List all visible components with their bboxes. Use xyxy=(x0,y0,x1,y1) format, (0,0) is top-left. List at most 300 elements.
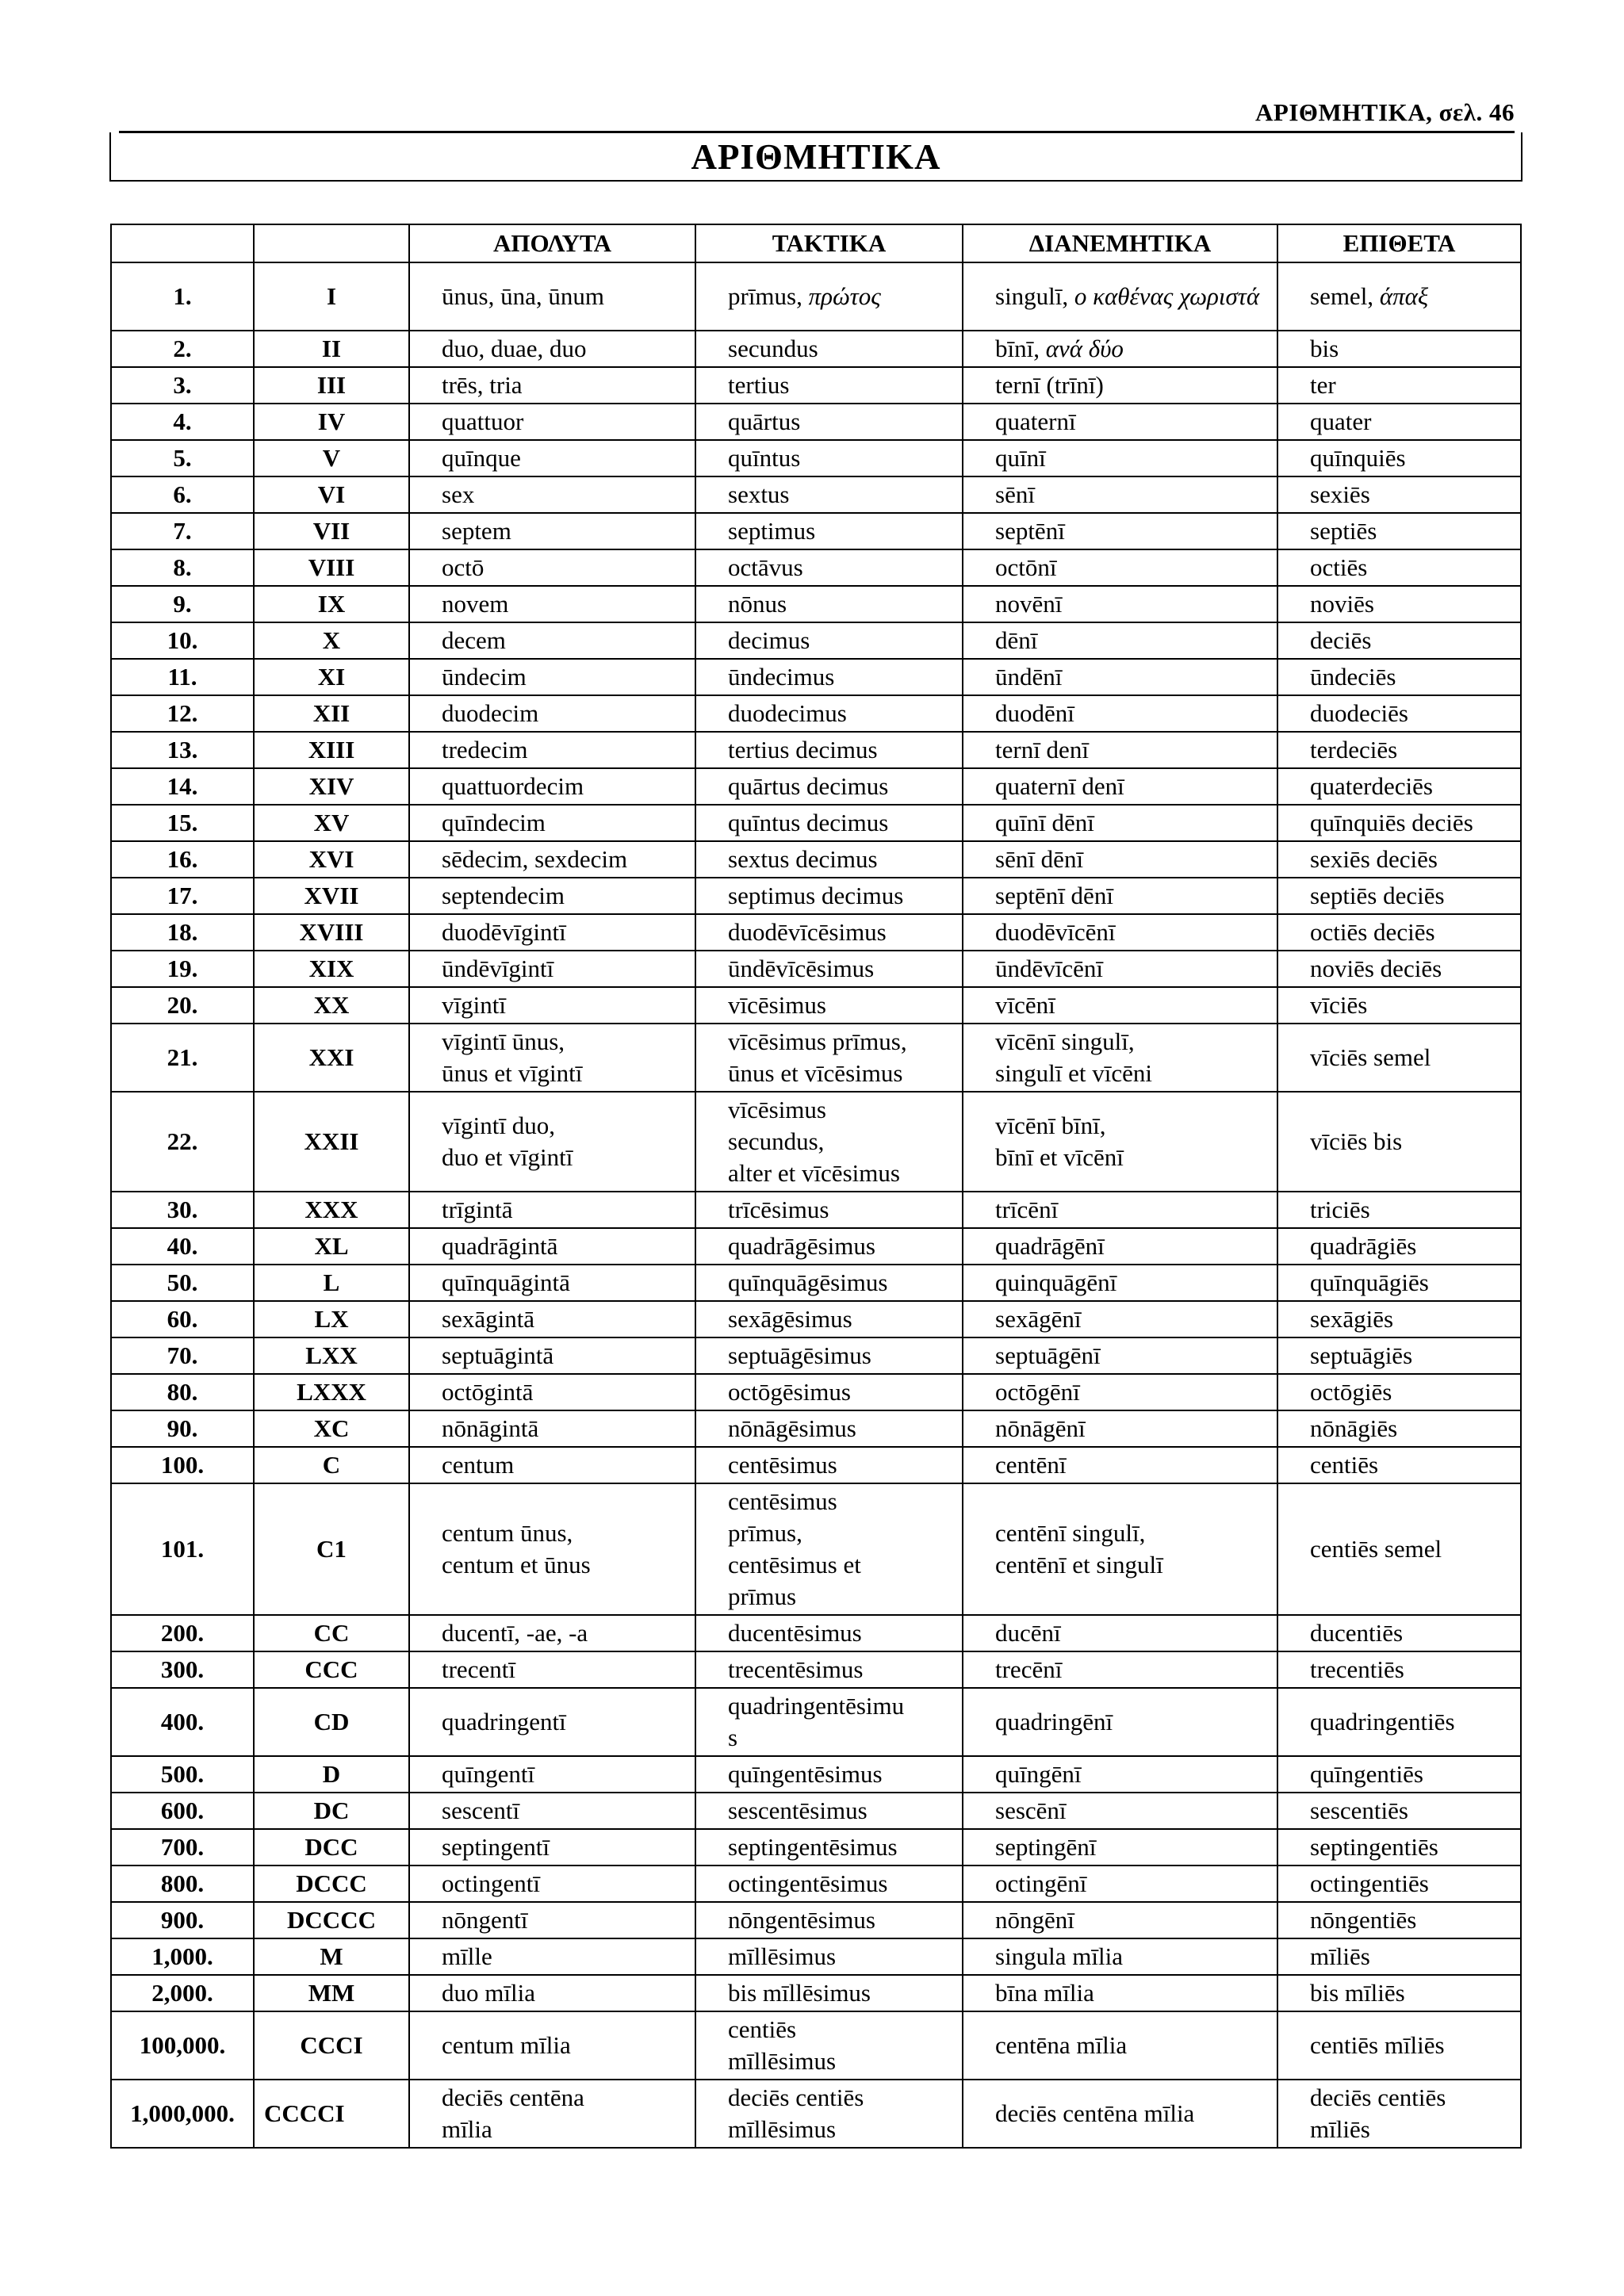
distributive-cell xyxy=(963,1756,1277,1793)
cardinal-text: trīgintā xyxy=(442,1196,513,1223)
ordinal-text: mīllēsimus xyxy=(728,2115,837,2143)
cardinal-cell xyxy=(409,1374,695,1410)
ordinal-text: secundus, xyxy=(728,1127,825,1155)
adverb-text: septiēs deciēs xyxy=(1310,882,1445,909)
cardinal-cell xyxy=(409,1902,695,1938)
arabic-cell: 11. xyxy=(111,659,254,695)
adverb-text: septingentiēs xyxy=(1310,1833,1438,1861)
table-row xyxy=(111,805,1521,841)
cardinal-text: sexāgintā xyxy=(442,1305,535,1333)
table-row xyxy=(111,841,1521,878)
distributive-cell xyxy=(963,1024,1277,1092)
arabic-cell: 2,000. xyxy=(111,1975,254,2011)
ordinal-cell xyxy=(695,1092,963,1192)
adverb-cell xyxy=(1277,659,1521,695)
ordinal-text: ūndēvīcēsimus xyxy=(728,955,875,982)
roman-cell: DCCCC xyxy=(254,1902,409,1938)
distributive-text: quaternī xyxy=(995,408,1076,435)
roman-cell: XXX xyxy=(254,1192,409,1228)
distributive-text: centēna mīlia xyxy=(995,2031,1128,2059)
cardinal-cell xyxy=(409,1975,695,2011)
cardinal-text: septem xyxy=(442,517,511,545)
roman-cell: XVIII xyxy=(254,914,409,951)
distributive-text: quīngēnī xyxy=(995,1760,1082,1788)
cardinal-cell xyxy=(409,1337,695,1374)
adverb-text: vīciēs bis xyxy=(1310,1127,1403,1155)
arabic-cell: 500. xyxy=(111,1756,254,1793)
distributive-text: quadrāgēnī xyxy=(995,1232,1105,1260)
ordinal-cell xyxy=(695,440,963,476)
ordinal-cell xyxy=(695,1902,963,1938)
adverb-text: mīliēs xyxy=(1310,1942,1370,1970)
ordinal-text: quārtus xyxy=(728,408,801,435)
adverb-text: quīngentiēs xyxy=(1310,1760,1423,1788)
roman-cell: IV xyxy=(254,404,409,440)
distributive-cell xyxy=(963,1228,1277,1265)
distributive-greek-text: ο καθένας χωριστά xyxy=(1074,282,1260,310)
ordinal-cell xyxy=(695,1829,963,1866)
arabic-cell: 200. xyxy=(111,1615,254,1651)
ordinal-text: sexāgēsimus xyxy=(728,1305,852,1333)
ordinal-text: secundus xyxy=(728,335,818,362)
cardinal-text: sēdecim, sexdecim xyxy=(442,845,628,873)
cardinal-text: duodecim xyxy=(442,699,539,727)
table-row xyxy=(111,1793,1521,1829)
cardinal-cell xyxy=(409,2011,695,2080)
column-header-arabic xyxy=(111,224,254,262)
distributive-text: octingēnī xyxy=(995,1869,1087,1897)
table-row xyxy=(111,1615,1521,1651)
distributive-cell xyxy=(963,878,1277,914)
adverb-cell xyxy=(1277,951,1521,987)
table-row xyxy=(111,513,1521,549)
cardinal-cell xyxy=(409,1228,695,1265)
table-row xyxy=(111,987,1521,1024)
adverb-cell xyxy=(1277,476,1521,513)
adverb-cell xyxy=(1277,1902,1521,1938)
adverb-cell xyxy=(1277,262,1521,331)
arabic-cell: 70. xyxy=(111,1337,254,1374)
distributive-cell xyxy=(963,1410,1277,1447)
cardinal-cell xyxy=(409,1829,695,1866)
adverb-cell xyxy=(1277,331,1521,367)
roman-cell: DCCC xyxy=(254,1866,409,1902)
arabic-cell: 1. xyxy=(111,262,254,331)
distributive-text: ūndēnī xyxy=(995,663,1063,691)
arabic-cell: 21. xyxy=(111,1024,254,1092)
ordinal-cell xyxy=(695,878,963,914)
ordinal-cell xyxy=(695,586,963,622)
adverb-text: centiēs xyxy=(1310,1451,1379,1479)
cardinal-cell xyxy=(409,404,695,440)
adverb-text: quīnquiēs deciēs xyxy=(1310,809,1473,836)
cardinal-text: mīlia xyxy=(442,2115,492,2143)
table-row xyxy=(111,1092,1521,1192)
column-header-distributive: ΔΙΑΝΕΜΗΤΙΚΑ xyxy=(963,224,1277,262)
ordinal-cell xyxy=(695,622,963,659)
adverb-text: quīnquāgiēs xyxy=(1310,1269,1429,1296)
adverb-text: septuāgiēs xyxy=(1310,1341,1413,1369)
roman-cell: I xyxy=(254,262,409,331)
arabic-cell: 700. xyxy=(111,1829,254,1866)
table-row xyxy=(111,586,1521,622)
cardinal-text: vīgintī duo, xyxy=(442,1112,555,1139)
distributive-cell xyxy=(963,1301,1277,1337)
distributive-text: octōnī xyxy=(995,553,1057,581)
cardinal-cell xyxy=(409,476,695,513)
roman-cell: CD xyxy=(254,1688,409,1756)
cardinal-text: septuāgintā xyxy=(442,1341,554,1369)
adverb-cell xyxy=(1277,2011,1521,2080)
arabic-cell: 50. xyxy=(111,1265,254,1301)
ordinal-cell xyxy=(695,2080,963,2148)
ordinal-cell xyxy=(695,659,963,695)
adverb-text: octiēs xyxy=(1310,553,1368,581)
adverb-cell xyxy=(1277,1337,1521,1374)
table-row xyxy=(111,768,1521,805)
adverb-cell xyxy=(1277,440,1521,476)
distributive-cell xyxy=(963,987,1277,1024)
adverb-cell xyxy=(1277,805,1521,841)
arabic-cell: 1,000,000. xyxy=(111,2080,254,2148)
roman-cell: DCC xyxy=(254,1829,409,1866)
column-header-ordinal: ΤΑΚΤΙΚΑ xyxy=(695,224,963,262)
adverb-text: vīciēs semel xyxy=(1310,1043,1431,1071)
table-row xyxy=(111,1192,1521,1228)
distributive-text: nōnāgēnī xyxy=(995,1414,1086,1442)
ordinal-text: centēsimus et xyxy=(728,1551,861,1578)
ordinal-cell xyxy=(695,1483,963,1615)
arabic-cell: 400. xyxy=(111,1688,254,1756)
distributive-cell xyxy=(963,1793,1277,1829)
arabic-cell: 22. xyxy=(111,1092,254,1192)
table-row xyxy=(111,1447,1521,1483)
distributive-cell xyxy=(963,440,1277,476)
ordinal-text: trecentēsimus xyxy=(728,1655,864,1683)
distributive-text: dēnī xyxy=(995,626,1038,654)
ordinal-cell xyxy=(695,914,963,951)
cardinal-cell xyxy=(409,1483,695,1615)
table-row xyxy=(111,549,1521,586)
distributive-cell xyxy=(963,1866,1277,1902)
arabic-cell: 3. xyxy=(111,367,254,404)
distributive-cell xyxy=(963,914,1277,951)
ordinal-text: vīcēsimus xyxy=(728,991,826,1019)
adverb-cell xyxy=(1277,1938,1521,1975)
adverb-cell xyxy=(1277,1975,1521,2011)
cardinal-text: quadrāgintā xyxy=(442,1232,558,1260)
adverb-greek-text: άπαξ xyxy=(1379,282,1429,310)
arabic-cell: 17. xyxy=(111,878,254,914)
ordinal-cell xyxy=(695,331,963,367)
cardinal-cell xyxy=(409,1615,695,1651)
cardinal-cell xyxy=(409,586,695,622)
ordinal-cell xyxy=(695,404,963,440)
distributive-cell xyxy=(963,841,1277,878)
distributive-text: ternī (trīnī) xyxy=(995,371,1104,399)
distributive-cell xyxy=(963,476,1277,513)
distributive-text: vīcēnī bīnī, xyxy=(995,1112,1106,1139)
adverb-cell xyxy=(1277,1092,1521,1192)
ordinal-cell xyxy=(695,732,963,768)
ordinal-text: bis mīllēsimus xyxy=(728,1979,871,2007)
ordinal-text: mīllēsimus xyxy=(728,1942,837,1970)
distributive-cell xyxy=(963,1337,1277,1374)
adverb-cell xyxy=(1277,1024,1521,1092)
cardinal-text: centum ūnus, xyxy=(442,1519,573,1547)
ordinal-text: sextus xyxy=(728,480,790,508)
arabic-cell: 900. xyxy=(111,1902,254,1938)
distributive-cell xyxy=(963,1447,1277,1483)
roman-cell: C xyxy=(254,1447,409,1483)
table-row xyxy=(111,404,1521,440)
adverb-cell xyxy=(1277,1228,1521,1265)
arabic-cell: 19. xyxy=(111,951,254,987)
ordinal-cell xyxy=(695,1688,963,1756)
distributive-text: trecēnī xyxy=(995,1655,1063,1683)
ordinal-text: quadringentēsimu xyxy=(728,1692,905,1720)
roman-cell: XVI xyxy=(254,841,409,878)
ordinal-cell xyxy=(695,513,963,549)
distributive-cell xyxy=(963,805,1277,841)
table-row xyxy=(111,367,1521,404)
cardinal-cell xyxy=(409,1688,695,1756)
arabic-cell: 4. xyxy=(111,404,254,440)
distributive-text: bīna mīlia xyxy=(995,1979,1094,2007)
roman-cell: CCCCI xyxy=(254,2080,409,2148)
cardinal-cell xyxy=(409,914,695,951)
cardinal-text: nōnāgintā xyxy=(442,1414,539,1442)
table-row xyxy=(111,732,1521,768)
column-header-roman xyxy=(254,224,409,262)
ordinal-text: septingentēsimus xyxy=(728,1833,898,1861)
ordinal-cell xyxy=(695,1301,963,1337)
ordinal-text: octingentēsimus xyxy=(728,1869,888,1897)
adverb-cell xyxy=(1277,1688,1521,1756)
ordinal-cell xyxy=(695,1975,963,2011)
roman-cell: XVII xyxy=(254,878,409,914)
arabic-cell: 40. xyxy=(111,1228,254,1265)
adverb-text: ducentiēs xyxy=(1310,1619,1404,1647)
ordinal-text: nōnāgēsimus xyxy=(728,1414,856,1442)
roman-cell: X xyxy=(254,622,409,659)
cardinal-text: deciēs centēna xyxy=(442,2084,584,2111)
ordinal-text: prīmus xyxy=(728,1582,797,1610)
cardinal-cell xyxy=(409,1866,695,1902)
distributive-greek-text: ανά δύο xyxy=(1045,335,1124,362)
cardinal-cell xyxy=(409,841,695,878)
arabic-cell: 14. xyxy=(111,768,254,805)
arabic-cell: 16. xyxy=(111,841,254,878)
distributive-cell xyxy=(963,695,1277,732)
roman-cell: III xyxy=(254,367,409,404)
adverb-text: trecentiēs xyxy=(1310,1655,1404,1683)
cardinal-text: ūndēvīgintī xyxy=(442,955,554,982)
adverb-text: deciēs xyxy=(1310,626,1372,654)
ordinal-greek-text: πρώτος xyxy=(808,282,881,310)
ordinal-text: duodecimus xyxy=(728,699,847,727)
table-row xyxy=(111,878,1521,914)
distributive-text: sexāgēnī xyxy=(995,1305,1082,1333)
adverb-text: bis xyxy=(1310,335,1339,362)
adverb-text: bis mīliēs xyxy=(1310,1979,1405,2007)
distributive-cell xyxy=(963,331,1277,367)
ordinal-text: prīmus, xyxy=(728,282,802,310)
cardinal-cell xyxy=(409,1092,695,1192)
column-header-cardinal: ΑΠΟΛΥΤΑ xyxy=(409,224,695,262)
ordinal-cell xyxy=(695,1228,963,1265)
adverb-text: deciēs centiēs xyxy=(1310,2084,1446,2111)
distributive-cell xyxy=(963,1902,1277,1938)
adverb-cell xyxy=(1277,1651,1521,1688)
adverb-text: vīciēs xyxy=(1310,991,1368,1019)
distributive-cell xyxy=(963,951,1277,987)
distributive-text: singula mīlia xyxy=(995,1942,1124,1970)
table-row xyxy=(111,2080,1521,2148)
distributive-text: quīnī dēnī xyxy=(995,809,1094,836)
cardinal-cell xyxy=(409,1447,695,1483)
ordinal-cell xyxy=(695,805,963,841)
adverb-cell xyxy=(1277,1374,1521,1410)
adverb-cell xyxy=(1277,878,1521,914)
ordinal-cell xyxy=(695,1756,963,1793)
cardinal-text: octingentī xyxy=(442,1869,540,1897)
ordinal-cell xyxy=(695,1192,963,1228)
roman-cell: LX xyxy=(254,1301,409,1337)
distributive-cell xyxy=(963,1651,1277,1688)
distributive-text: octōgēnī xyxy=(995,1378,1080,1406)
roman-cell: XXI xyxy=(254,1024,409,1092)
adverb-text: sexiēs deciēs xyxy=(1310,845,1438,873)
cardinal-cell xyxy=(409,659,695,695)
distributive-text: bīnī, xyxy=(995,335,1040,362)
cardinal-text: quīnque xyxy=(442,444,521,472)
roman-cell: M xyxy=(254,1938,409,1975)
distributive-text: quadringēnī xyxy=(995,1708,1113,1735)
ordinal-text: trīcēsimus xyxy=(728,1196,829,1223)
cardinal-text: trēs, tria xyxy=(442,371,523,399)
cardinal-text: duo mīlia xyxy=(442,1979,535,2007)
cardinal-cell xyxy=(409,331,695,367)
ordinal-text: mīllēsimus xyxy=(728,2047,837,2075)
ordinal-cell xyxy=(695,1410,963,1447)
ordinal-cell xyxy=(695,1337,963,1374)
table-row xyxy=(111,1902,1521,1938)
ordinal-cell xyxy=(695,1374,963,1410)
cardinal-text: centum mīlia xyxy=(442,2031,571,2059)
table-row xyxy=(111,659,1521,695)
cardinal-cell xyxy=(409,1938,695,1975)
distributive-text: novēnī xyxy=(995,590,1063,618)
adverb-cell xyxy=(1277,695,1521,732)
cardinal-cell xyxy=(409,1301,695,1337)
table-row xyxy=(111,1024,1521,1092)
cardinal-text: quīndecim xyxy=(442,809,546,836)
table-row xyxy=(111,1975,1521,2011)
adverb-text: semel, xyxy=(1310,282,1374,310)
ordinal-cell xyxy=(695,1651,963,1688)
distributive-cell xyxy=(963,659,1277,695)
distributive-cell xyxy=(963,1192,1277,1228)
arabic-cell: 13. xyxy=(111,732,254,768)
adverb-text: nōngentiēs xyxy=(1310,1906,1417,1934)
adverb-text: mīliēs xyxy=(1310,2115,1370,2143)
cardinal-cell xyxy=(409,1192,695,1228)
cardinal-text: sex xyxy=(442,480,475,508)
table-row xyxy=(111,476,1521,513)
ordinal-cell xyxy=(695,549,963,586)
arabic-cell: 100. xyxy=(111,1447,254,1483)
cardinal-text: centum xyxy=(442,1451,515,1479)
distributive-cell xyxy=(963,1265,1277,1301)
arabic-cell: 800. xyxy=(111,1866,254,1902)
adverb-text: noviēs xyxy=(1310,590,1374,618)
table-row xyxy=(111,262,1521,331)
table-row xyxy=(111,331,1521,367)
arabic-cell: 90. xyxy=(111,1410,254,1447)
ordinal-text: septuāgēsimus xyxy=(728,1341,871,1369)
distributive-text: duodēnī xyxy=(995,699,1074,727)
distributive-text: duodēvīcēnī xyxy=(995,918,1116,946)
cardinal-text: ūnus et vīgintī xyxy=(442,1059,583,1087)
adverb-cell xyxy=(1277,1410,1521,1447)
column-header-adverb: ΕΠΙΘΕΤΑ xyxy=(1277,224,1521,262)
arabic-cell: 600. xyxy=(111,1793,254,1829)
cardinal-text: quattuordecim xyxy=(442,772,584,800)
arabic-cell: 80. xyxy=(111,1374,254,1410)
roman-cell: VIII xyxy=(254,549,409,586)
table-row xyxy=(111,1374,1521,1410)
roman-cell: XL xyxy=(254,1228,409,1265)
adverb-cell xyxy=(1277,367,1521,404)
ordinal-text: tertius xyxy=(728,371,790,399)
cardinal-text: octōgintā xyxy=(442,1378,534,1406)
cardinal-text: ūndecim xyxy=(442,663,527,691)
ordinal-cell xyxy=(695,841,963,878)
cardinal-cell xyxy=(409,768,695,805)
adverb-text: quīnquiēs xyxy=(1310,444,1406,472)
roman-cell: XI xyxy=(254,659,409,695)
cardinal-cell xyxy=(409,513,695,549)
ordinal-cell xyxy=(695,1793,963,1829)
ordinal-text: octāvus xyxy=(728,553,803,581)
cardinal-cell xyxy=(409,951,695,987)
ordinal-cell xyxy=(695,1024,963,1092)
adverb-cell xyxy=(1277,987,1521,1024)
adverb-cell xyxy=(1277,1615,1521,1651)
cardinal-text: novem xyxy=(442,590,509,618)
ordinal-cell xyxy=(695,1447,963,1483)
ordinal-cell xyxy=(695,951,963,987)
ordinal-cell xyxy=(695,262,963,331)
adverb-text: sescentiēs xyxy=(1310,1797,1408,1824)
roman-cell: DC xyxy=(254,1793,409,1829)
adverb-text: triciēs xyxy=(1310,1196,1370,1223)
ordinal-text: quadrāgēsimus xyxy=(728,1232,875,1260)
ordinal-text: tertius decimus xyxy=(728,736,878,763)
distributive-text: septēnī xyxy=(995,517,1065,545)
adverb-cell xyxy=(1277,768,1521,805)
distributive-cell xyxy=(963,262,1277,331)
distributive-text: vīcēnī singulī, xyxy=(995,1027,1135,1055)
adverb-cell xyxy=(1277,1829,1521,1866)
ordinal-text: ūndecimus xyxy=(728,663,835,691)
arabic-cell: 6. xyxy=(111,476,254,513)
ordinal-cell xyxy=(695,768,963,805)
cardinal-text: sescentī xyxy=(442,1797,520,1824)
cardinal-cell xyxy=(409,2080,695,2148)
ordinal-text: prīmus, xyxy=(728,1519,802,1547)
